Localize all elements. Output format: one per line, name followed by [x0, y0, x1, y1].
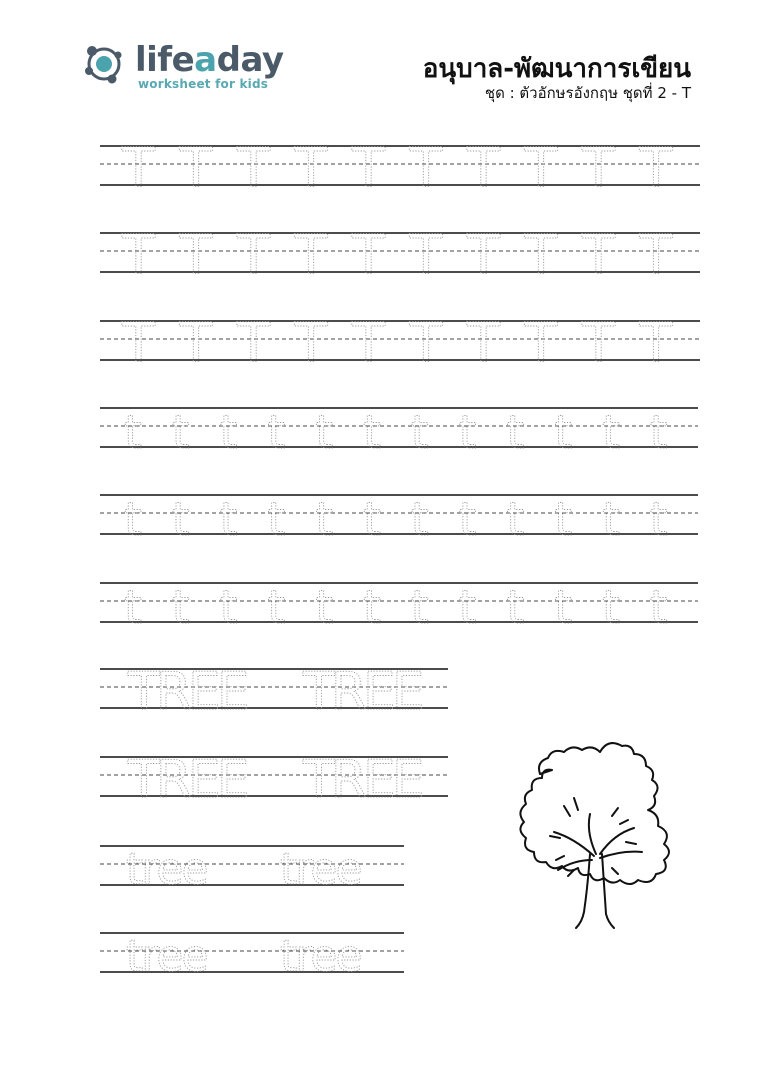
traced-letter: T	[467, 223, 500, 286]
traced-letter: t	[458, 405, 477, 459]
traced-letter: t	[363, 405, 382, 459]
worksheet-subtitle: ชุด : ตัวอักษรอังกฤษ ชุดที่ 2 - T	[484, 84, 691, 102]
traced-letter: T	[639, 223, 673, 286]
traced-letter: t	[171, 492, 190, 546]
traced-letter: t	[124, 405, 143, 459]
traced-letter: tree	[280, 931, 361, 982]
traced-letter: t	[315, 492, 334, 546]
traced-letter: T	[582, 223, 615, 286]
traced-letter: t	[124, 492, 143, 546]
traced-letter: t	[267, 405, 286, 459]
traced-letter: T	[639, 136, 673, 199]
traced-letter: t	[602, 580, 621, 634]
traced-letter: t	[649, 405, 668, 459]
traced-letter: T	[294, 136, 328, 199]
tree-icon	[478, 736, 708, 936]
traced-letter: T	[352, 136, 385, 199]
traced-letter: T	[409, 223, 443, 286]
traced-letter: t	[602, 492, 621, 546]
writing-guide-row	[100, 750, 448, 810]
writing-guide-row	[100, 931, 404, 982]
traced-letter: T	[467, 311, 500, 374]
writing-guide-row	[100, 136, 700, 199]
traced-letter: TREE	[303, 750, 421, 810]
traced-letter: t	[219, 405, 238, 459]
traced-letter: T	[179, 136, 213, 199]
traced-letter: T	[237, 311, 270, 374]
worksheet-title: อนุบาล-พัฒนาการเขียน	[422, 54, 691, 84]
writing-guide-row	[100, 662, 448, 722]
traced-letter: T	[179, 223, 213, 286]
traced-letter: t	[315, 405, 334, 459]
traced-letter: t	[410, 580, 429, 634]
traced-letter: T	[524, 223, 558, 286]
traced-letter: TREE	[303, 662, 421, 722]
traced-letter: t	[649, 492, 668, 546]
traced-letter: t	[554, 492, 573, 546]
traced-letter: t	[506, 405, 525, 459]
traced-letter: T	[294, 311, 328, 374]
traced-letter: T	[639, 311, 673, 374]
brand-name: lifeaday	[135, 40, 284, 80]
traced-letter: T	[582, 311, 615, 374]
traced-letter: tree	[126, 844, 207, 895]
traced-letter: T	[409, 136, 443, 199]
traced-letter: T	[409, 311, 443, 374]
traced-letter: t	[267, 492, 286, 546]
traced-letter: T	[524, 136, 558, 199]
traced-letter: t	[219, 492, 238, 546]
traced-letter: T	[179, 311, 213, 374]
traced-letter: TREE	[128, 662, 246, 722]
traced-letter: T	[352, 223, 385, 286]
traced-letter: tree	[280, 844, 361, 895]
traced-letter: T	[237, 136, 270, 199]
traced-letter: t	[410, 492, 429, 546]
traced-letter: t	[124, 580, 143, 634]
traced-letter: t	[602, 405, 621, 459]
traced-letter: t	[506, 492, 525, 546]
traced-letter: TREE	[128, 750, 246, 810]
traced-letter: t	[458, 580, 477, 634]
traced-letter: T	[582, 136, 615, 199]
traced-letter: T	[237, 223, 270, 286]
traced-letter: T	[294, 223, 328, 286]
traced-letter: t	[171, 405, 190, 459]
traced-letter: T	[352, 311, 385, 374]
writing-guide-row	[100, 844, 404, 895]
traced-letter: t	[171, 580, 190, 634]
writing-guide-row	[100, 223, 700, 286]
traced-letter: t	[458, 492, 477, 546]
traced-letter: t	[410, 405, 429, 459]
traced-letter: t	[219, 580, 238, 634]
traced-letter: t	[554, 580, 573, 634]
traced-letter: t	[363, 580, 382, 634]
traced-letter: t	[363, 492, 382, 546]
traced-letter: t	[649, 580, 668, 634]
traced-letter: t	[267, 580, 286, 634]
writing-guide-row	[100, 580, 698, 634]
traced-letter: T	[122, 223, 155, 286]
writing-guide-row	[100, 311, 700, 374]
brand-tagline: worksheet for kids	[138, 77, 269, 91]
traced-letter: T	[467, 136, 500, 199]
traced-letter: tree	[126, 931, 207, 982]
traced-letter: t	[315, 580, 334, 634]
traced-letter: t	[506, 580, 525, 634]
traced-letter: t	[554, 405, 573, 459]
traced-letter: T	[122, 136, 155, 199]
writing-guide-row	[100, 405, 698, 459]
writing-guide-row	[100, 492, 698, 546]
traced-letter: T	[122, 311, 155, 374]
traced-letter: T	[524, 311, 558, 374]
